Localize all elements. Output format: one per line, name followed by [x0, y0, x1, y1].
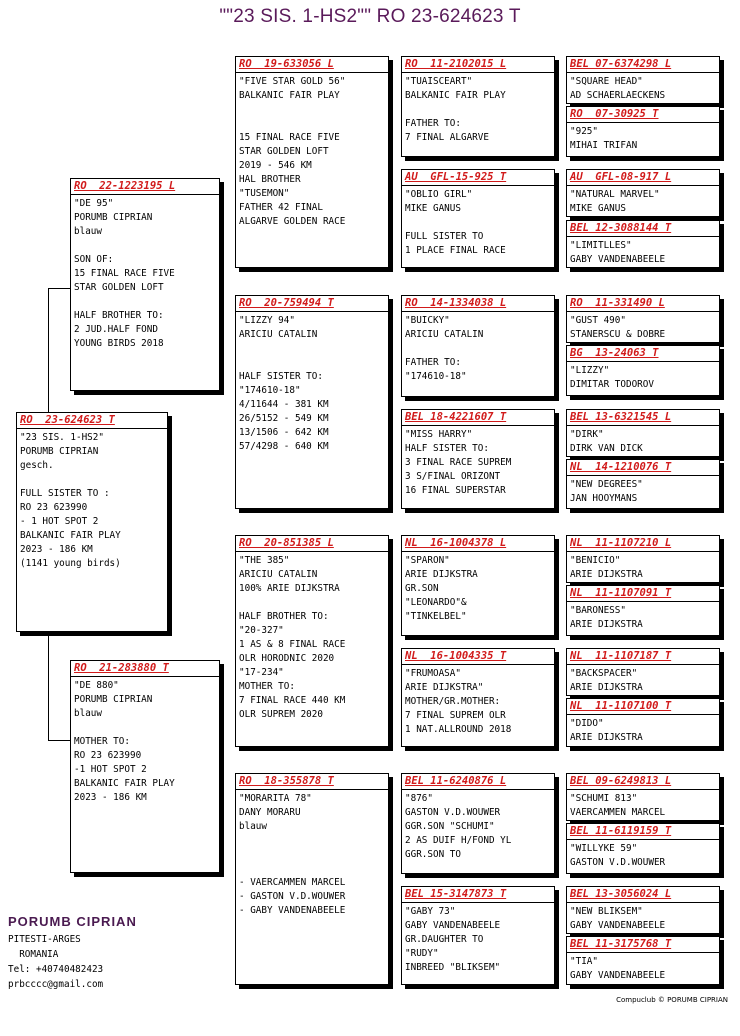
pigeon-detail-line — [405, 342, 554, 356]
pigeon-detail-line: BALKANIC FAIR PLAY — [239, 90, 340, 101]
pigeon-detail-line: VAERCAMMEN MARCEL — [570, 807, 666, 818]
pigeon-detail-line: 16 FINAL SUPERSTAR — [405, 485, 506, 496]
pigeon-detail-line: BALKANIC FAIR PLAY — [20, 530, 121, 541]
pigeon-detail-line: 15 FINAL RACE FIVE — [239, 132, 340, 143]
pigeon-detail-line: STAR GOLDEN LOFT — [239, 146, 329, 157]
ring-number: BEL 11-3175768 T — [567, 937, 719, 953]
ring-number: RO 11-2102015 L — [402, 57, 554, 73]
pigeon-detail-line: MIKE GANUS — [405, 203, 461, 214]
pigeon-detail-line: "DIRK" — [570, 429, 604, 440]
owner-phone: Tel: +40740482423 — [8, 964, 104, 975]
pigeon-detail-line: ARIE DIJKSTRA — [570, 569, 643, 580]
pigeon-details — [567, 840, 719, 870]
pigeon-detail-line: GABY VANDENABEELE — [570, 970, 666, 981]
pedigree-card-g5[interactable] — [566, 295, 720, 343]
pedigree-card-dam[interactable] — [70, 660, 220, 873]
pigeon-detail-line — [239, 103, 388, 117]
pigeon-detail-line: HALF BROTHER TO: — [239, 611, 329, 622]
connector-line — [48, 740, 70, 741]
connector-line — [48, 288, 49, 412]
pigeon-details — [567, 715, 719, 745]
ring-number: RO 23-624623 T — [17, 413, 167, 429]
page-title: ""23 SIS. 1-HS2"" RO 23-624623 T — [219, 6, 521, 27]
pigeon-details — [402, 186, 554, 258]
pigeon-details — [567, 312, 719, 342]
pigeon-detail-line: SON OF: — [74, 254, 114, 265]
footer-credit: Compuclub © PORUMB CIPRIAN — [616, 996, 728, 1004]
pigeon-detail-line: - GABY VANDENABEELE — [239, 905, 346, 916]
pigeon-details — [402, 312, 554, 384]
pigeon-detail-line: 3 S/FINAL ORIZONT — [405, 471, 501, 482]
ring-number: BEL 13-3056024 L — [567, 887, 719, 903]
pigeon-detail-line: "TINKELBEL" — [405, 611, 467, 622]
pigeon-detail-line: GABY VANDENABEELE — [570, 254, 666, 265]
pigeon-detail-line: "RUDY" — [405, 948, 439, 959]
connector-line — [48, 632, 49, 740]
pigeon-details — [567, 790, 719, 820]
pedigree-card-g15[interactable] — [566, 886, 720, 934]
owner-name: PORUMB CIPRIAN — [8, 914, 137, 929]
pigeon-detail-line: GR.SON — [405, 583, 439, 594]
pigeon-details — [71, 195, 219, 351]
pigeon-detail-line: PORUMB CIPRIAN — [74, 694, 153, 705]
pigeon-detail-line: 100% ARIE DIJKSTRA — [239, 583, 340, 594]
ring-number: RO 11-331490 L — [567, 296, 719, 312]
pigeon-detail-line: "TUSEMON" — [239, 188, 290, 199]
pedigree-card-sire-sire[interactable] — [235, 56, 389, 268]
pigeon-detail-line: 15 FINAL RACE FIVE — [74, 268, 175, 279]
pedigree-card-ddd[interactable] — [401, 886, 555, 985]
pigeon-detail-line: "SQUARE HEAD" — [570, 76, 643, 87]
pigeon-detail-line: FATHER TO: — [405, 118, 461, 129]
pedigree-card-g3[interactable] — [566, 169, 720, 217]
pigeon-detail-line: "NEW DEGREES" — [570, 479, 643, 490]
ring-number: BEL 11-6240876 L — [402, 774, 554, 790]
pigeon-detail-line: PORUMB CIPRIAN — [74, 212, 153, 223]
pigeon-detail-line: OLR HORODNIC 2020 — [239, 653, 335, 664]
pigeon-detail-line — [239, 342, 388, 356]
pedigree-card-ssd[interactable] — [401, 169, 555, 268]
pigeon-detail-line: ARIE DIJKSTRA — [570, 732, 643, 743]
ring-number: BEL 12-3088144 T — [567, 221, 719, 237]
pigeon-detail-line: GGR.SON TO — [405, 849, 461, 860]
pigeon-detail-line: GR.DAUGHTER TO — [405, 934, 484, 945]
pedigree-card-g10[interactable] — [566, 585, 720, 636]
pedigree-card-dam-sire[interactable] — [235, 535, 389, 747]
pigeon-details — [567, 665, 719, 695]
pedigree-card-g9[interactable] — [566, 535, 720, 583]
pigeon-detail-line: blauw — [74, 708, 102, 719]
pigeon-details — [567, 362, 719, 392]
pigeon-detail-line: GASTON V.D.WOUWER — [405, 807, 501, 818]
ring-number: BEL 09-6249813 L — [567, 774, 719, 790]
pigeon-detail-line — [20, 473, 167, 487]
ring-number: NL 16-1004378 L — [402, 536, 554, 552]
pigeon-detail-line: ARICIU CATALIN — [239, 329, 318, 340]
pigeon-detail-line: OLR SUPREM 2020 — [239, 709, 323, 720]
pedigree-card-sire[interactable] — [70, 178, 220, 391]
pigeon-detail-line: "BUICKY" — [405, 315, 450, 326]
pigeon-detail-line: ARIE DIJKSTRA — [405, 569, 478, 580]
pedigree-card-g8[interactable] — [566, 459, 720, 509]
pedigree-card-sdd[interactable] — [401, 409, 555, 509]
pigeon-detail-line: gesch. — [20, 460, 54, 471]
pigeon-detail-line: 7 FINAL RACE 440 KM — [239, 695, 346, 706]
ring-number: RO 07-30925 T — [567, 107, 719, 123]
ring-number: BEL 11-6119159 T — [567, 824, 719, 840]
pigeon-details — [567, 73, 719, 103]
pigeon-details — [402, 903, 554, 975]
pigeon-detail-line: "WILLYKE 59" — [570, 843, 638, 854]
pigeon-detail-line: "BENICIO" — [570, 555, 621, 566]
pigeon-detail-line: ARICIU CATALIN — [405, 329, 484, 340]
pigeon-detail-line: 2 AS DUIF H/FOND YL — [405, 835, 512, 846]
pigeon-detail-line — [239, 848, 388, 862]
pigeon-detail-line: STAR GOLDEN LOFT — [74, 282, 164, 293]
pigeon-detail-line: GGR.SON "SCHUMI" — [405, 821, 495, 832]
pigeon-detail-line: "SPARON" — [405, 555, 450, 566]
pigeon-detail-line — [239, 117, 388, 131]
ring-number: NL 11-1107100 T — [567, 699, 719, 715]
pigeon-detail-line: YOUNG BIRDS 2018 — [74, 338, 164, 349]
pigeon-details — [236, 312, 388, 454]
connector-line — [48, 288, 70, 289]
pigeon-detail-line: "OBLIO GIRL" — [405, 189, 473, 200]
pigeon-detail-line: 7 FINAL ALGARVE — [405, 132, 489, 143]
pigeon-detail-line: "TIA" — [570, 956, 598, 967]
pigeon-detail-line — [405, 103, 554, 117]
pigeon-details — [71, 677, 219, 805]
pigeon-detail-line: "23 SIS. 1-HS2" — [20, 432, 104, 443]
pigeon-detail-line — [239, 862, 388, 876]
pigeon-details — [402, 790, 554, 862]
pigeon-details — [567, 426, 719, 456]
pigeon-detail-line: AD SCHAERLAECKENS — [570, 90, 666, 101]
pigeon-details — [567, 903, 719, 933]
pedigree-card-dss[interactable] — [401, 535, 555, 636]
ring-number: BEL 18-4221607 T — [402, 410, 554, 426]
ring-number: RO 14-1334038 L — [402, 296, 554, 312]
pigeon-detail-line: GABY VANDENABEELE — [405, 920, 501, 931]
pigeon-details — [567, 476, 719, 506]
pigeon-detail-line: 2019 - 546 KM — [239, 160, 312, 171]
pigeon-detail-line: - 1 HOT SPOT 2 — [20, 516, 99, 527]
pedigree-card-subject[interactable] — [16, 412, 168, 632]
pigeon-detail-line: ALGARVE GOLDEN RACE — [239, 216, 346, 227]
pigeon-detail-line: BALKANIC FAIR PLAY — [74, 778, 175, 789]
pigeon-detail-line: "BACKSPACER" — [570, 668, 638, 679]
pigeon-detail-line: ARIE DIJKSTRA — [570, 682, 643, 693]
pigeon-detail-line: MOTHER TO: — [74, 736, 130, 747]
pigeon-details — [567, 186, 719, 216]
pigeon-detail-line: HALF SISTER TO: — [405, 443, 489, 454]
pigeon-details — [402, 426, 554, 498]
pigeon-detail-line: "20-327" — [239, 625, 284, 636]
pigeon-details — [567, 602, 719, 632]
pigeon-detail-line: HAL BROTHER — [239, 174, 301, 185]
owner-block — [8, 912, 137, 992]
ring-number: NL 11-1107091 T — [567, 586, 719, 602]
pigeon-detail-line: "925" — [570, 126, 598, 137]
pigeon-detail-line: "LIZZY" — [570, 365, 610, 376]
pigeon-detail-line: 57/4298 - 640 KM — [239, 441, 329, 452]
pigeon-detail-line: "NATURAL MARVEL" — [570, 189, 660, 200]
pigeon-detail-line: "174610-18" — [405, 371, 467, 382]
pigeon-detail-line — [74, 721, 219, 735]
pigeon-details — [567, 953, 719, 983]
pigeon-detail-line: blauw — [239, 821, 267, 832]
pigeon-detail-line: "NEW BLIKSEM" — [570, 906, 643, 917]
pigeon-detail-line: 2023 - 186 KM — [20, 544, 93, 555]
pigeon-detail-line: (1141 young birds) — [20, 558, 121, 569]
pedigree-card-g13[interactable] — [566, 773, 720, 821]
pedigree-card-g16[interactable] — [566, 936, 720, 985]
pigeon-detail-line: "BARONESS" — [570, 605, 626, 616]
pigeon-detail-line: "FIVE STAR GOLD 56" — [239, 76, 346, 87]
ring-number: RO 20-759494 T — [236, 296, 388, 312]
pigeon-detail-line: RO 23 623990 — [20, 502, 88, 513]
pigeon-detail-line: DANY MORARU — [239, 807, 301, 818]
ring-number: RO 21-283880 T — [71, 661, 219, 677]
pigeon-detail-line: MIHAI TRIFAN — [570, 140, 638, 151]
pigeon-detail-line: ARICIU CATALIN — [239, 569, 318, 580]
pigeon-details — [402, 665, 554, 737]
pigeon-detail-line: "GABY 73" — [405, 906, 456, 917]
pigeon-detail-line: FATHER 42 FINAL — [239, 202, 323, 213]
pedigree-card-dds[interactable] — [401, 773, 555, 874]
pigeon-detail-line: ARIE DIJKSTRA" — [405, 682, 484, 693]
pedigree-card-sire-dam[interactable] — [235, 295, 389, 509]
ring-number: RO 19-633056 L — [236, 57, 388, 73]
pigeon-detail-line: HALF BROTHER TO: — [74, 310, 164, 321]
pigeon-detail-line: - GASTON V.D.WOUWER — [239, 891, 346, 902]
pigeon-detail-line: "DIDO" — [570, 718, 604, 729]
pigeon-detail-line: PORUMB CIPRIAN — [20, 446, 99, 457]
ring-number: NL 11-1107210 L — [567, 536, 719, 552]
owner-email[interactable]: prbcccc@gmail.com — [8, 979, 104, 990]
pigeon-detail-line: MOTHER TO: — [239, 681, 295, 692]
pigeon-detail-line: blauw — [74, 226, 102, 237]
pigeon-detail-line — [239, 596, 388, 610]
pigeon-detail-line — [239, 356, 388, 370]
pigeon-detail-line: GABY VANDENABEELE — [570, 920, 666, 931]
pedigree-card-g12[interactable] — [566, 698, 720, 747]
pedigree-card-g11[interactable] — [566, 648, 720, 696]
pigeon-detail-line: - VAERCAMMEN MARCEL — [239, 877, 346, 888]
pigeon-detail-line: "FRUMOASA" — [405, 668, 461, 679]
pedigree-card-g7[interactable] — [566, 409, 720, 457]
pigeon-detail-line: "THE 385" — [239, 555, 290, 566]
owner-address-line: PITESTI-ARGES — [8, 934, 81, 945]
pigeon-detail-line: "DE 880" — [74, 680, 119, 691]
ring-number: AU GFL-08-917 L — [567, 170, 719, 186]
pigeon-detail-line — [74, 295, 219, 309]
pigeon-detail-line: 1 PLACE FINAL RACE — [405, 245, 506, 256]
ring-number: BEL 15-3147873 T — [402, 887, 554, 903]
pigeon-detail-line: -1 HOT SPOT 2 — [74, 764, 147, 775]
ring-number: AU GFL-15-925 T — [402, 170, 554, 186]
pedigree-card-sss[interactable] — [401, 56, 555, 157]
pigeon-detail-line: MOTHER/GR.MOTHER: — [405, 696, 501, 707]
pigeon-detail-line: ARIE DIJKSTRA — [570, 619, 643, 630]
pigeon-detail-line: HALF SISTER TO: — [239, 371, 323, 382]
pigeon-detail-line: "MORARITA 78" — [239, 793, 312, 804]
pedigree-card-g14[interactable] — [566, 823, 720, 874]
pigeon-detail-line: GASTON V.D.WOUWER — [570, 857, 666, 868]
pigeon-detail-line: "17-234" — [239, 667, 284, 678]
ring-number: BEL 07-6374298 L — [567, 57, 719, 73]
pigeon-details — [567, 123, 719, 153]
pigeon-details — [236, 73, 388, 229]
pigeon-detail-line: 13/1506 - 642 KM — [239, 427, 329, 438]
pigeon-detail-line: 4/11644 - 381 KM — [239, 399, 329, 410]
ring-number: RO 20-851385 L — [236, 536, 388, 552]
pigeon-detail-line: JAN HOOYMANS — [570, 493, 638, 504]
pigeon-detail-line: "DE 95" — [74, 198, 114, 209]
pigeon-detail-line: STANERSCU & DOBRE — [570, 329, 666, 340]
pigeon-detail-line: 2 JUD.HALF FOND — [74, 324, 158, 335]
pigeon-detail-line: 3 FINAL RACE SUPREM — [405, 457, 512, 468]
pigeon-detail-line: BALKANIC FAIR PLAY — [405, 90, 506, 101]
pigeon-detail-line — [239, 834, 388, 848]
pigeon-detail-line: "TUAISCEART" — [405, 76, 473, 87]
pigeon-detail-line: 2023 - 186 KM — [74, 792, 147, 803]
pedigree-card-dsd[interactable] — [401, 648, 555, 747]
owner-country: ROMANIA — [8, 949, 59, 960]
pedigree-card-g1[interactable] — [566, 56, 720, 104]
pigeon-detail-line: FATHER TO: — [405, 357, 461, 368]
pigeon-detail-line — [74, 239, 219, 253]
pigeon-detail-line: 1 AS & 8 FINAL RACE — [239, 639, 346, 650]
pigeon-detail-line: RO 23 623990 — [74, 750, 142, 761]
pigeon-detail-line: 26/5152 - 549 KM — [239, 413, 329, 424]
ring-number: NL 14-1210076 T — [567, 460, 719, 476]
pedigree-card-g6[interactable] — [566, 345, 720, 396]
pigeon-detail-line: 7 FINAL SUPREM OLR — [405, 710, 506, 721]
pigeon-detail-line: "LIZZY 94" — [239, 315, 295, 326]
ring-number: NL 16-1004335 T — [402, 649, 554, 665]
pedigree-card-dam-dam[interactable] — [235, 773, 389, 985]
ring-number: NL 11-1107187 T — [567, 649, 719, 665]
pigeon-details — [402, 552, 554, 624]
pigeon-detail-line: "MISS HARRY" — [405, 429, 473, 440]
pigeon-details — [17, 429, 167, 571]
pigeon-detail-line — [405, 216, 554, 230]
pedigree-card-g4[interactable] — [566, 220, 720, 268]
pedigree-card-g2[interactable] — [566, 106, 720, 157]
pigeon-details — [567, 552, 719, 582]
pigeon-details — [236, 552, 388, 722]
pigeon-detail-line: "GUST 490" — [570, 315, 626, 326]
pigeon-details — [567, 237, 719, 267]
pigeon-detail-line: "876" — [405, 793, 433, 804]
pigeon-detail-line: DIMITAR TODOROV — [570, 379, 654, 390]
pigeon-detail-line: "LEONARDO"& — [405, 597, 467, 608]
pigeon-detail-line: INBREED "BLIKSEM" — [405, 962, 501, 973]
pedigree-card-sds[interactable] — [401, 295, 555, 397]
pigeon-detail-line: DIRK VAN DICK — [570, 443, 643, 454]
pigeon-detail-line: "174610-18" — [239, 385, 301, 396]
pigeon-details — [236, 790, 388, 918]
pigeon-detail-line: FULL SISTER TO : — [20, 488, 110, 499]
ring-number: RO 18-355878 T — [236, 774, 388, 790]
pigeon-details — [402, 73, 554, 145]
ring-number: BEL 13-6321545 L — [567, 410, 719, 426]
pigeon-detail-line: 1 NAT.ALLROUND 2018 — [405, 724, 512, 735]
pigeon-detail-line: FULL SISTER TO — [405, 231, 484, 242]
ring-number: RO 22-1223195 L — [71, 179, 219, 195]
pigeon-detail-line: "LIMITLLES" — [570, 240, 632, 251]
pigeon-detail-line: MIKE GANUS — [570, 203, 626, 214]
pigeon-detail-line: "SCHUMI 813" — [570, 793, 638, 804]
ring-number: BG 13-24063 T — [567, 346, 719, 362]
